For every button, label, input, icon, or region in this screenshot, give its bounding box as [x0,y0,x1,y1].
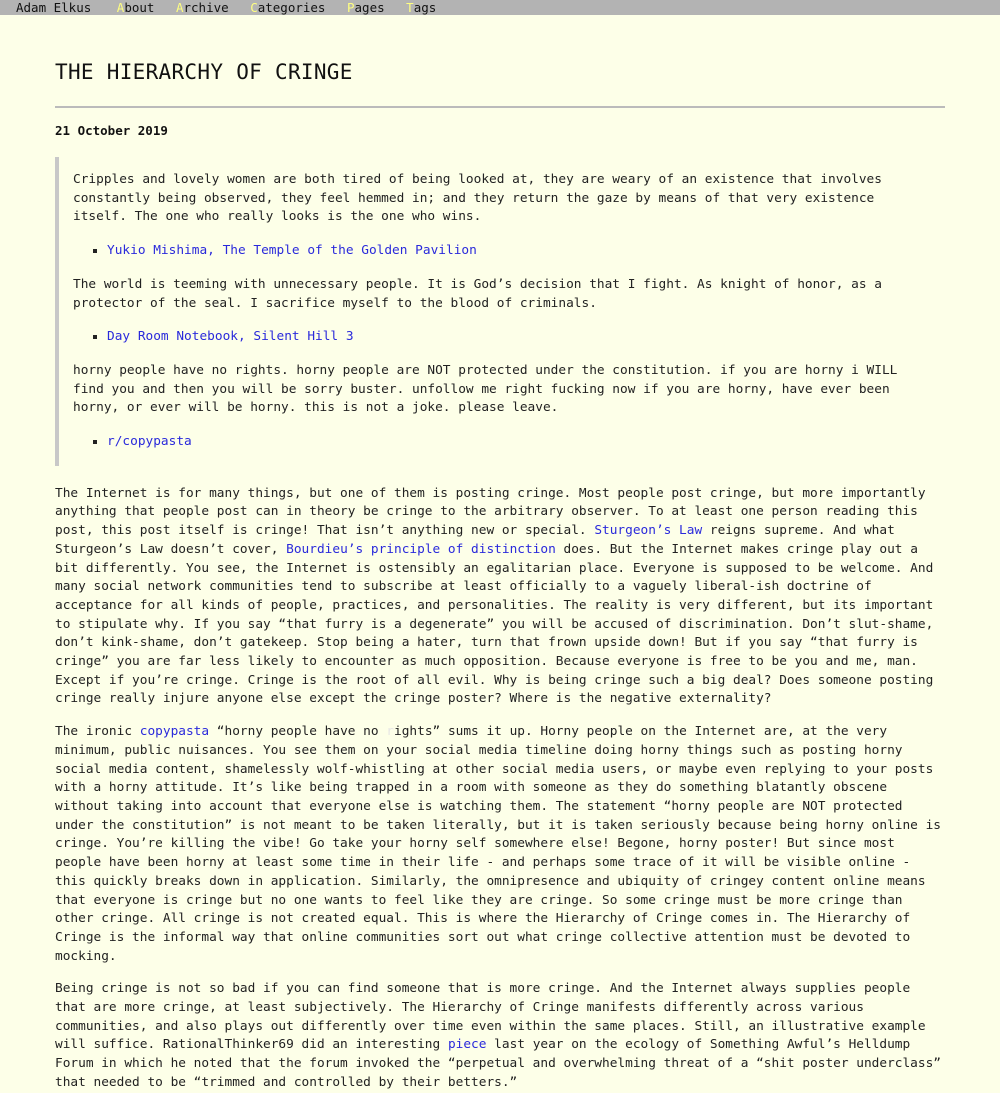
nav-archive[interactable]: Archive [175,0,229,15]
body-paragraph-3: Being cringe is not so bad if you can find someone that is more cringe. And the Internet always supplies people that are more cringe, at least subjectively. The Hierarchy of Cringe manifests differently across various communities, and also plays out differently over time even within the same places. Still, an illustrative example will suffice. RationalThinker69 did an interesting piece last year on the ecology of Something Awful’s Helldump Forum in which he noted that the forum invoked the “perpetual and overwhelming threat of a “shit poster underclass” that needed to be “trimmed and controlled by their betters.” [55,981,942,1090]
bourdieu-distinction-link[interactable]: Bourdieu’s principle of distinction [286,541,556,557]
post-content [55,15,945,1093]
sturgeons-law-link[interactable]: Sturgeon’s Law [594,523,703,539]
post-date: 21 October 2019 [55,123,168,138]
epigraph-quote [55,157,945,466]
epigraph-source-silent-hill-link[interactable]: Day Room Notebook, Silent Hill 3 [107,329,354,345]
epigraph-source-mishima-link[interactable]: Yukio Mishima, The Temple of the Golden Pavilion [107,243,477,259]
post-body [55,485,945,1093]
site-brand[interactable]: Adam Elkus [16,0,92,15]
top-nav [0,0,1000,15]
list-item [107,328,935,347]
epigraph-source-list [73,328,935,347]
post-title: THE HIERARCHY OF CRINGE [55,60,353,84]
epigraph-text-mishima: Cripples and lovely women are both tired of being looked at, they are weary of an existence that involves constantly being observed, they feel hemmed in; and they return the gaze by means of that very existence itself. The one who really looks is the one who wins. [73,172,882,225]
epigraph-text-copypasta: horny people have no rights. horny people are NOT protected under the constitution. if you are horny i WILL find you and then you will be sorry buster. unfollow me right fucking now if you are horny, have ever been horny, or ever will be horny. this is not a joke. please leave. [73,362,898,416]
list-item [107,433,935,452]
body-paragraph-1: The Internet is for many things, but one of them is posting cringe. Most people post cringe, but more importantly anything that people post can in theory be cringe to the arbitrary observer. To at least one person reading this post, this post itself is cringe! That isn’t anything new or special. Sturgeon’s Law reigns supreme. And what Sturgeon’s Law doesn’t cover, Bourdieu’s principle of distinction does. But the Internet makes cringe play out a bit differently. You see, the Internet is ostensibly an egalitarian place. Everyone is supposed to be welcome. And many social network communities tend to subscribe at least officially to a vaguely liberal-ish doctrine of acceptance for all kinds of people, practices, and personalities. The reality is very different, but its important to stipulate why. If you say “that furry is a degenerate” you will be accused of discrimination. Don’t slut-shame, don’t kink-shame, don’t gatekeep. Stop being a hater, turn that frown upside down! But if you say “that furry is cringe” you are far less likely to encounter as much opposition. Because everyone is free to be you and me, man. Except if you’re cringe. Cringe is the root of all evil. Why is being cringe such a big deal? Does someone posting cringe really injure anyone else except the cringe poster? Where is the negative externality? [55,485,934,707]
epigraph-source-list [73,433,935,452]
epigraph-source-list [73,242,935,261]
copypasta-link[interactable]: copypasta [139,724,210,740]
helldump-piece-link[interactable]: piece [447,1037,487,1053]
list-item [107,242,935,261]
epigraph-text-silent-hill: The world is teeming with unnecessary people. It is God’s decision that I fight. As knight of honor, as a protector of the seal. I sacrifice myself to the blood of criminals. [73,276,882,311]
body-paragraph-2: The ironic copypasta “horny people have no rights” sums it up. Horny people on the Internet are, at the very minimum, public nuisances. You see them on your social media timeline doing horny things such as posting horny social media content, shamelessly wolf-whistling at other social media users, or maybe even replying to your posts with a horny attitude. It’s like being trapped in a room with someone as they do something blatantly obscene without taking into account that everyone else is watching them. The statement “horny people are NOT protected under the constitution” is not meant to be taken literally, but it is taken seriously because being horny online is cringe. You’re killing the vibe! Go take your horny self somewhere else! Begone, horny poster! But since most people have been horny at least some time in their life - and perhaps some trace of it will be visible online - this quickly breaks down in application. Similarly, the omnipresence and ubiquity of cringey content online means that everyone is cringe but no one wants to feel like they are cringe. So some cringe must be more cringe than other cringe. All cringe is not created equal. This is where the Hierarchy of Cringe comes in. The Hierarchy of Cringe is the informal way that online communities sort out what cringe collective attention must be devoted to mocking. [55,724,942,964]
nav-tags[interactable]: Tags [406,0,437,15]
nav-pages[interactable]: Pages [346,0,385,15]
title-divider [55,106,945,108]
epigraph-source-copypasta-link[interactable]: r/copypasta [107,434,192,450]
nav-categories[interactable]: Categories [250,0,326,15]
nav-about[interactable]: About [116,0,155,15]
